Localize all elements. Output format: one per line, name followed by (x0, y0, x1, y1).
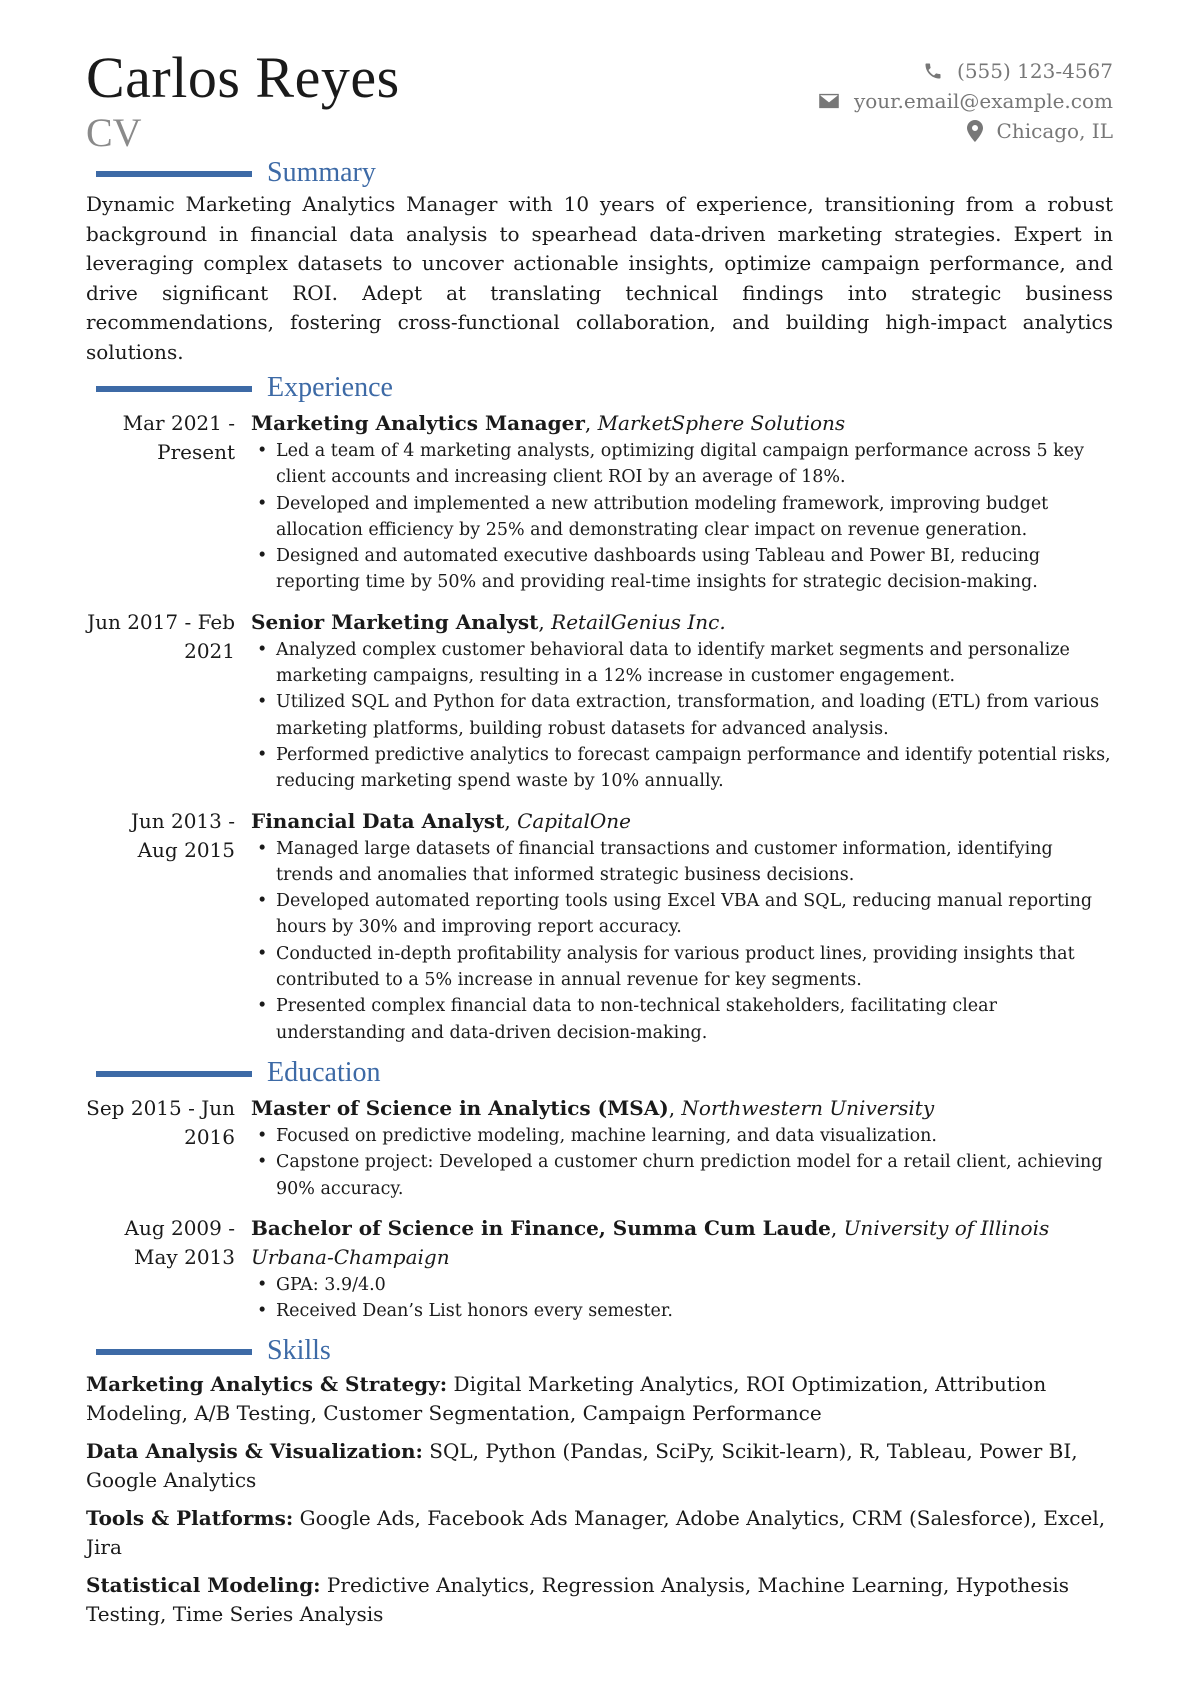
entry-role: Senior Marketing Analyst (251, 609, 539, 634)
entry-title (251, 409, 1113, 438)
section-title: Summary (267, 157, 376, 188)
candidate-name: Carlos Reyes (86, 45, 400, 110)
entry-organization: University of Illinois Urbana-Champaign (251, 1215, 1050, 1269)
section-title: Experience (267, 372, 393, 403)
experience-heading (86, 371, 1113, 405)
bullet-list (251, 836, 1113, 1046)
bullet-item: • Focused on predictive modeling, machine learning, and data visualization. (251, 1123, 1113, 1149)
education-list (86, 1094, 1113, 1324)
summary-heading (86, 156, 1113, 190)
section-accent-bar (96, 386, 252, 392)
entry-body (251, 1214, 1113, 1325)
entry-date: Aug 2009 - May 2013 (124, 1215, 235, 1269)
bullet-item: • GPA: 3.9/4.0 (251, 1272, 1113, 1298)
phone-number[interactable]: (555) 123-4567 (957, 59, 1113, 83)
entry (86, 1094, 1113, 1202)
entry-title (251, 1094, 1113, 1123)
entry-title (251, 608, 1113, 637)
skill-group-items: SQL, Python (Pandas, SciPy, Scikit-learn), R, Tableau, Power BI, Google Analytics (86, 1439, 1078, 1492)
entry-separator: , (584, 411, 598, 435)
skill-group (86, 1504, 1113, 1561)
bullet-item: • Presented complex financial data to non-technical stakeholders, facilitating clear understanding and data-driven decision-making. (251, 993, 1113, 1046)
entry-title (251, 1214, 1113, 1272)
section-accent-bar (96, 1071, 252, 1077)
bullet-item: • Conducted in-depth profitability analysis for various product lines, providing insights that contributed to a 5% increase in annual revenue for key segments. (251, 941, 1113, 994)
section-title: Skills (267, 1335, 331, 1367)
entry-title (251, 807, 1113, 836)
entry-body (251, 1094, 1113, 1202)
contact-location (818, 116, 1113, 146)
skill-group-items: Predictive Analytics, Regression Analysis, Machine Learning, Hypothesis Testing, Time Series Analysis (86, 1573, 1070, 1626)
bullet-item: • Led a team of 4 marketing analysts, optimizing digital campaign performance across 5 key client accounts and increasing client ROI by an average of 18%. (251, 438, 1113, 491)
entry (86, 807, 1113, 1046)
bullet-item: • Developed automated reporting tools using Excel VBA and SQL, reducing manual reporting hours by 30% and improving report accuracy. (251, 888, 1113, 941)
bullet-item: • Performed predictive analytics to forecast campaign performance and identify potential risks, reducing marketing spend waste by 10% annually. (251, 742, 1113, 795)
contact-phone (818, 56, 1113, 86)
bullet-list (251, 438, 1113, 596)
entry-role: Bachelor of Science in Finance, Summa Cum Laude (251, 1215, 831, 1240)
bullet-list (251, 637, 1113, 795)
skill-group (86, 1370, 1113, 1427)
bullet-item: • Managed large datasets of financial transactions and customer information, identifying trends and anomalies that informed strategic business decisions. (251, 836, 1113, 889)
entry-role: Master of Science in Analytics (MSA) (251, 1095, 669, 1120)
skill-group (86, 1571, 1113, 1628)
skill-group-items: Google Ads, Facebook Ads Manager, Adobe Analytics, CRM (Salesforce), Excel, Jira (86, 1506, 1106, 1559)
entry-organization: MarketSphere Solutions (597, 411, 846, 435)
entry-body (251, 608, 1113, 795)
section-accent-bar (96, 171, 252, 177)
experience-list (86, 409, 1113, 1046)
phone-icon (923, 61, 943, 81)
entry-body (251, 409, 1113, 596)
resume-header (86, 44, 1113, 156)
entry-separator: , (538, 609, 552, 634)
entry-date: Jun 2013 - Aug 2015 (130, 808, 235, 862)
bullet-item: • Utilized SQL and Python for data extraction, transformation, and loading (ETL) from various marketing platforms, building robust datasets for advanced analysis. (251, 689, 1113, 742)
entry-date: Mar 2021 - Present (122, 411, 235, 464)
entry (86, 1214, 1113, 1325)
bullet-item: • Capstone project: Developed a customer churn prediction model for a retail client, achieving 90% accuracy. (251, 1149, 1113, 1202)
education-heading (86, 1056, 1113, 1090)
entry-separator: , (668, 1095, 682, 1120)
bullet-item: • Designed and automated executive dashboards using Tableau and Power BI, reducing reporting time by 50% and providing real-time insights for strategic decision-making. (251, 543, 1113, 596)
bullet-item: • Analyzed complex customer behavioral data to identify market segments and personalize marketing campaigns, resulting in a 12% increase in customer engagement. (251, 637, 1113, 690)
bullet-list (251, 1272, 1113, 1325)
section-title: Education (267, 1056, 381, 1088)
entry-date: Jun 2017 - Feb 2021 (87, 609, 235, 663)
contact-info (818, 56, 1113, 146)
skills-heading (86, 1334, 1113, 1368)
entry (86, 608, 1113, 795)
entry-organization: CapitalOne (517, 808, 631, 833)
skill-group-items: Digital Marketing Analytics, ROI Optimization, Attribution Modeling, A/B Testing, Customer Segmentation, Campaign Performance (86, 1372, 1047, 1425)
document-subtitle: CV (86, 110, 142, 155)
entry-organization: RetailGenius Inc. (551, 609, 726, 634)
bullet-item: • Developed and implemented a new attribution modeling framework, improving budget allocation efficiency by 25% and demonstrating clear impact on revenue generation. (251, 491, 1113, 544)
map-marker-icon (967, 120, 983, 142)
skills-list (86, 1370, 1113, 1628)
resume-page (86, 44, 1113, 1638)
entry-date: Sep 2015 - Jun 2016 (86, 1095, 235, 1149)
entry-separator: , (830, 1215, 844, 1240)
summary-text: Dynamic Marketing Analytics Manager with 10 years of experience, transitioning from a robust background in financial data analysis to spearhead data-driven marketing strategies. Expert in leveraging complex datasets to uncover actionable insights, optimize campaign performance, and drive significant ROI. Adept at translating technical findings into strategic business recommendations, fostering cross-functional collaboration, and building high-impact analytics solutions. (86, 192, 1113, 364)
skill-group-label: Statistical Modeling: (86, 1573, 321, 1598)
entry-role: Financial Data Analyst (251, 808, 505, 833)
bullet-list (251, 1123, 1113, 1202)
section-accent-bar (96, 1349, 252, 1355)
location-text: Chicago, IL (996, 119, 1113, 143)
entry (86, 409, 1113, 596)
skill-group-label: Marketing Analytics & Strategy: (86, 1372, 448, 1397)
skill-group-label: Tools & Platforms: (86, 1506, 294, 1531)
skill-group (86, 1437, 1113, 1494)
email-address[interactable]: your.email@example.com (853, 89, 1113, 113)
envelope-icon (818, 93, 840, 109)
bullet-item: • Received Dean’s List honors every semester. (251, 1298, 1113, 1324)
skill-group-label: Data Analysis & Visualization: (86, 1439, 423, 1464)
entry-organization: Northwestern University (681, 1095, 935, 1120)
contact-email (818, 86, 1113, 116)
entry-body (251, 807, 1113, 1046)
entry-role: Marketing Analytics Manager (251, 411, 585, 435)
entry-separator: , (504, 808, 518, 833)
